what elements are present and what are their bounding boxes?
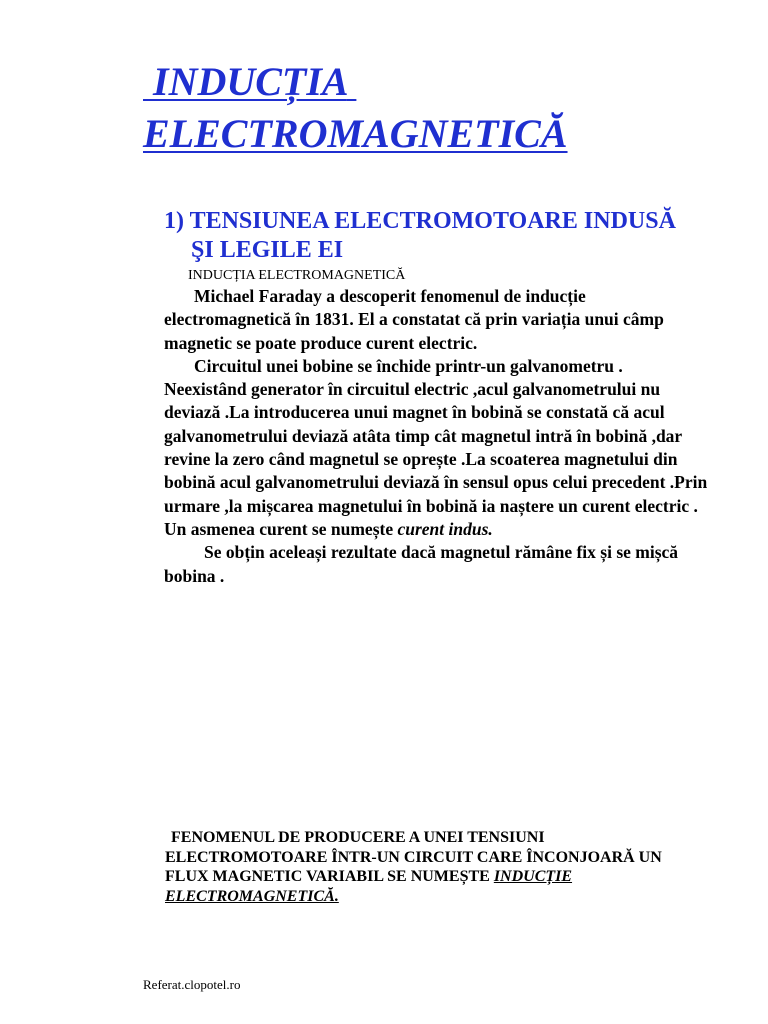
section-number: 1) bbox=[164, 208, 184, 234]
section-heading-line-2: ŞI LEGILE EI bbox=[191, 237, 344, 263]
paragraph-3: Se obțin aceleași rezultate dacă magnetul rămâne fix și se mișcă bobina . bbox=[164, 542, 679, 586]
section-heading bbox=[164, 207, 724, 265]
paragraph-1: Michael Faraday a descoperit fenomenul de inducție electromagnetică în 1831. El a constatat că prin variația unui câmp magnetic se poate produce curent electric. bbox=[164, 286, 664, 353]
title-line-1 bbox=[143, 56, 743, 108]
title-line-2-text: ELECTROMAGNETICĂ bbox=[143, 111, 568, 156]
title-line-2 bbox=[143, 108, 743, 160]
footer-source: Referat.clopotel.ro bbox=[143, 977, 241, 992]
page-title bbox=[143, 56, 743, 160]
paragraph-2-text: Circuitul unei bobine se închide printr-un galvanometru . Neexistând generator în circuitul electric ,acul galvanometrului nu deviază .La introducerea unui magnet în bobină se constată că acul galvanometrului deviază atâta timp cât magnetul intră în bobină ,dar revine la zero când magnetul se oprește .La scoaterea magnetului din bobină acul galvanometrului deviază în sensul opus celui precedent .Prin urmare ,la mișcarea magnetului în bobină ia naștere un curent electric . Un asmenea curent se numește bbox=[164, 355, 708, 539]
definition-text: FENOMENUL DE PRODUCERE A UNEI TENSIUNI ELECTROMOTOARE ÎNTR-UN CIRCUIT CARE ÎNCONJOARĂ UN FLUX MAGNETIC VARIABIL SE NUMEȘTE bbox=[165, 829, 662, 885]
definition-term: INDUCȚIE ELECTROMAGNETICĂ. bbox=[165, 868, 573, 905]
definition-block bbox=[165, 828, 705, 906]
subheading: INDUCȚIA ELECTROMAGNETICĂ bbox=[188, 268, 406, 283]
body-text bbox=[164, 285, 709, 588]
title-line-1-text: INDUCȚIA bbox=[153, 59, 347, 104]
section-heading-line-1: TENSIUNEA ELECTROMOTOARE INDUSĂ bbox=[189, 208, 676, 234]
paragraph-2 bbox=[164, 355, 709, 541]
paragraph-2-emphasis: curent indus. bbox=[397, 518, 493, 539]
